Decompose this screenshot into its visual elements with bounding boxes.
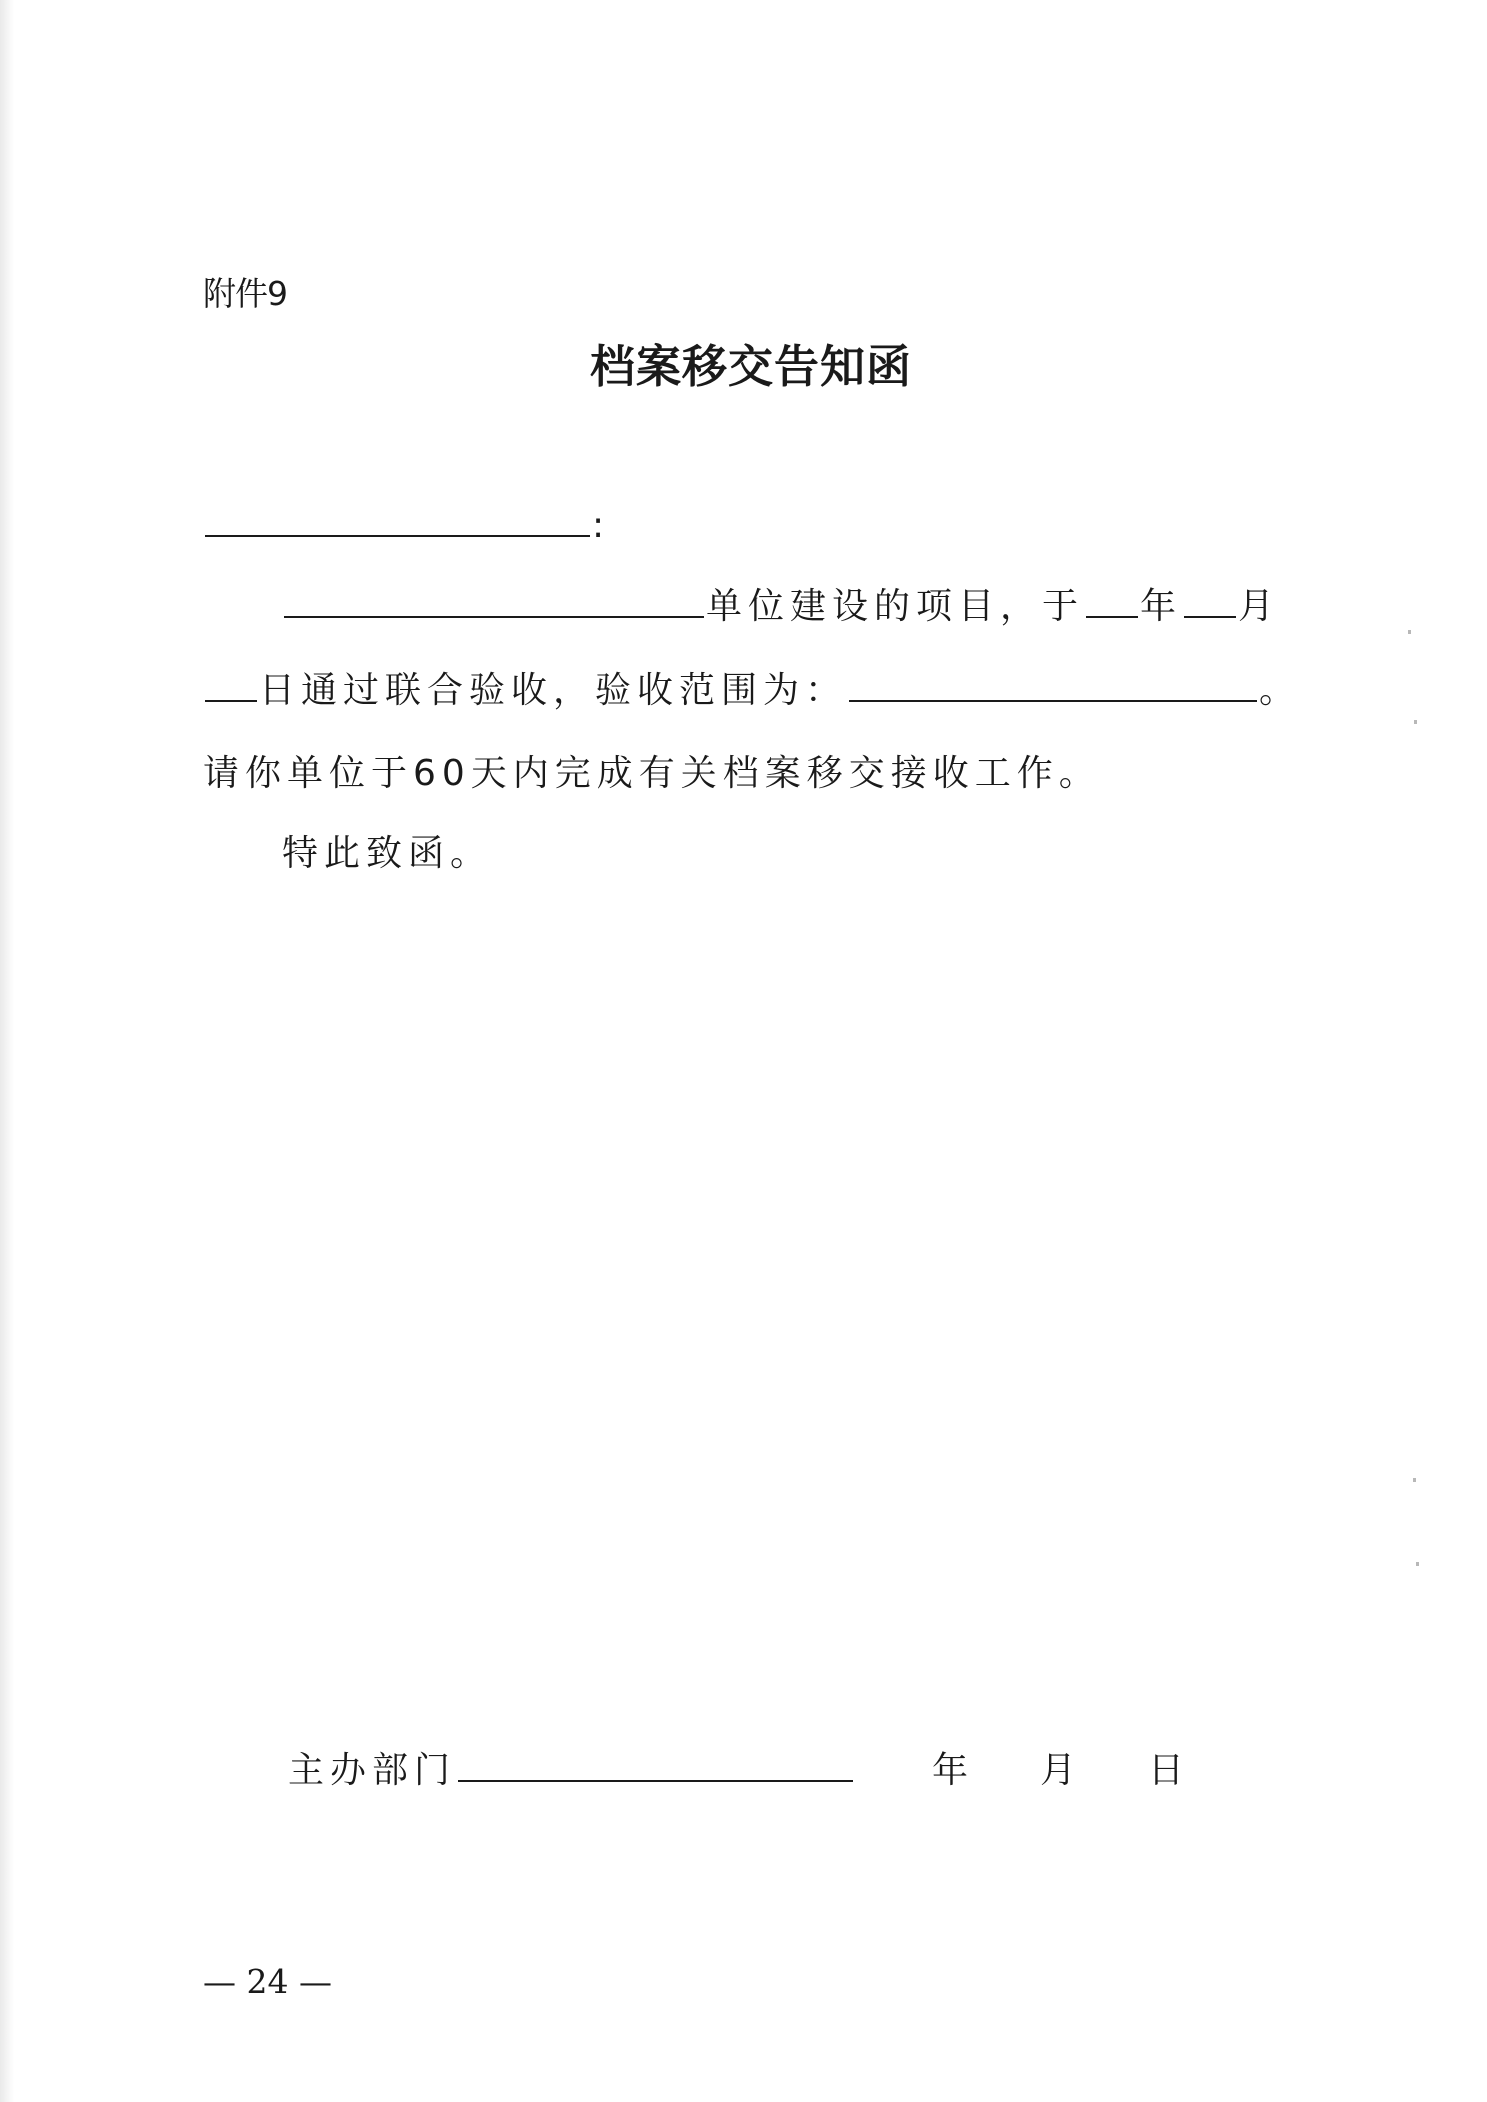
month-blank[interactable] — [1184, 586, 1236, 618]
document-title: 档案移交告知函 — [590, 340, 913, 393]
para2-text: 日通过联合验收，验收范围为： — [259, 670, 848, 711]
footer-department — [288, 1742, 855, 1793]
salutation-colon: : — [592, 505, 611, 546]
footer-year: 年 — [932, 1750, 969, 1791]
salutation-line — [203, 505, 610, 546]
paragraph-2-line — [203, 662, 1301, 713]
scan-speck — [1414, 720, 1417, 724]
department-blank[interactable] — [458, 1750, 853, 1782]
footer-day: 日 — [1148, 1750, 1185, 1791]
scan-speck — [1408, 630, 1411, 634]
page-number: — 24 — — [203, 1962, 332, 2001]
scan-speck — [1416, 1562, 1419, 1566]
recipient-blank[interactable] — [205, 505, 590, 537]
paragraph-3-line: 请你单位于60天内完成有关档案移交接收工作。 — [203, 753, 1101, 794]
unit-blank[interactable] — [284, 586, 704, 618]
footer-month: 月 — [1040, 1750, 1077, 1791]
year-blank[interactable] — [1086, 586, 1138, 618]
scan-speck — [1413, 1478, 1416, 1482]
page-edge — [0, 0, 14, 2102]
para2-end: 。 — [1259, 670, 1302, 711]
closing-text: 特此致函。 — [282, 833, 493, 874]
para1-year: 年 — [1140, 586, 1183, 627]
scope-blank[interactable] — [849, 670, 1257, 702]
para1-text: 单位建设的项目，于 — [706, 586, 1085, 627]
footer-dept-label: 主办部门 — [288, 1750, 457, 1791]
paragraph-1-line — [282, 578, 1280, 629]
para1-month: 月 — [1238, 586, 1281, 627]
day-blank[interactable] — [205, 670, 257, 702]
attachment-label: 附件9 — [203, 274, 287, 313]
